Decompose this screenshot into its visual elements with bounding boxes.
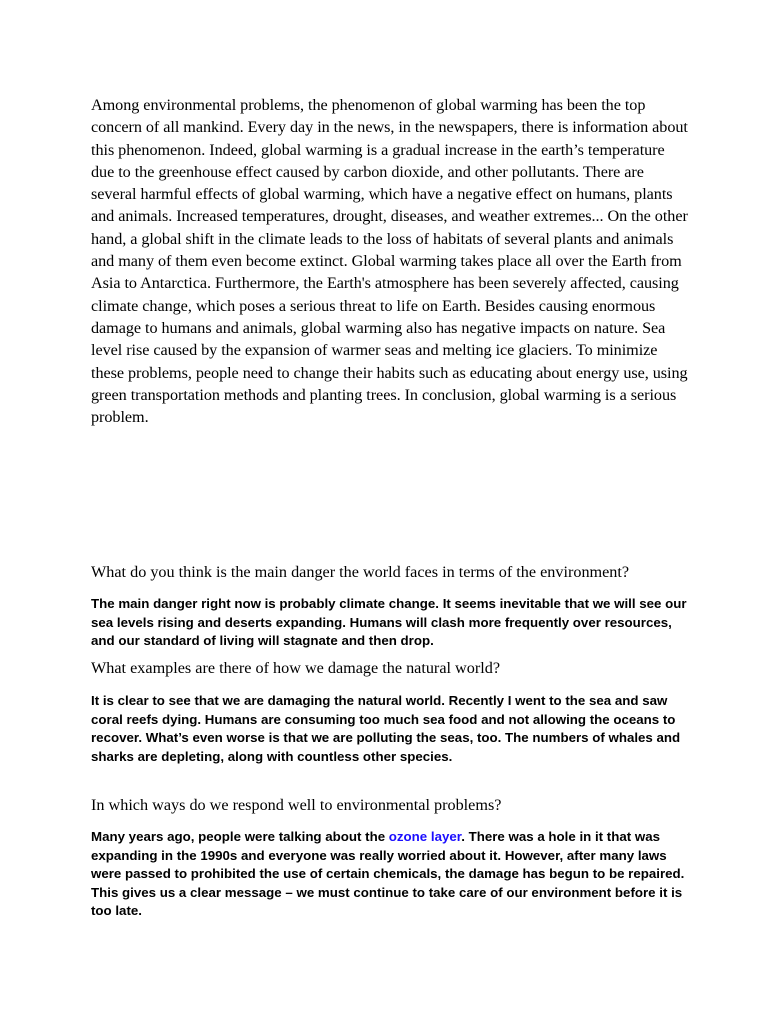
question-damage-examples: What examples are there of how we damage the natural world?	[91, 659, 501, 677]
intro-paragraph: Among environmental problems, the phenomenon of global warming has been the top concern of all mankind. Every day in the news, in the newspapers, there is information about this phenomenon. Indeed, global warming is a gradual increase in the earth’s temperature due to the greenhouse effect caused by carbon dioxide, and other pollutants. There are several harmful effects of global warming, which have a negative effect on humans, plants and animals. Increased temperatures, drought, diseases, and weather extremes... On the other hand, a global shift in the climate leads to the loss of habitats of several plants and animals and many of them even become extinct. Global warming takes place all over the Earth from Asia to Antarctica. Furthermore, the Earth's atmosphere has been severely affected, causing climate change, which poses a serious threat to life on Earth. Besides causing enormous damage to humans and animals, global warming also has negative impacts on nature. Sea level rise caused by the expansion of warmer seas and melting ice glaciers. To minimize these problems, people need to change their habits such as educating about energy use, using green transportation methods and planting trees. In conclusion, global warming is a serious problem.	[91, 96, 688, 427]
answer-respond-well	[91, 828, 691, 921]
ozone-layer-link[interactable]: ozone layer	[388, 829, 462, 844]
question-respond-well: In which ways do we respond well to environmental problems?	[91, 796, 502, 814]
answer-text-end: . There was a hole in it that was expanding in the 1990s and everyone was really worried about it. However, after many laws were passed to prohibited the use of certain chemicals, the damage has begun to be repaired. This gives us a clear message – we must continue to take care of our environment before it is too late.	[91, 829, 685, 918]
answer-text-start: Many years ago, people were talking about the	[91, 829, 389, 844]
answer-main-danger: The main danger right now is probably climate change. It seems inevitable that we will see our sea levels rising and deserts expanding. Humans will clash more frequently over resources, and our standard of living will stagnate and then drop.	[91, 596, 687, 648]
answer-damage-examples: It is clear to see that we are damaging the natural world. Recently I went to the sea and saw coral reefs dying. Humans are consuming too much sea food and not allowing the oceans to recover. What’s even worse is that we are polluting the seas, too. The numbers of whales and sharks are depleting, along with countless other species.	[91, 693, 681, 764]
question-main-danger: What do you think is the main danger the world faces in terms of the environment?	[91, 563, 630, 581]
